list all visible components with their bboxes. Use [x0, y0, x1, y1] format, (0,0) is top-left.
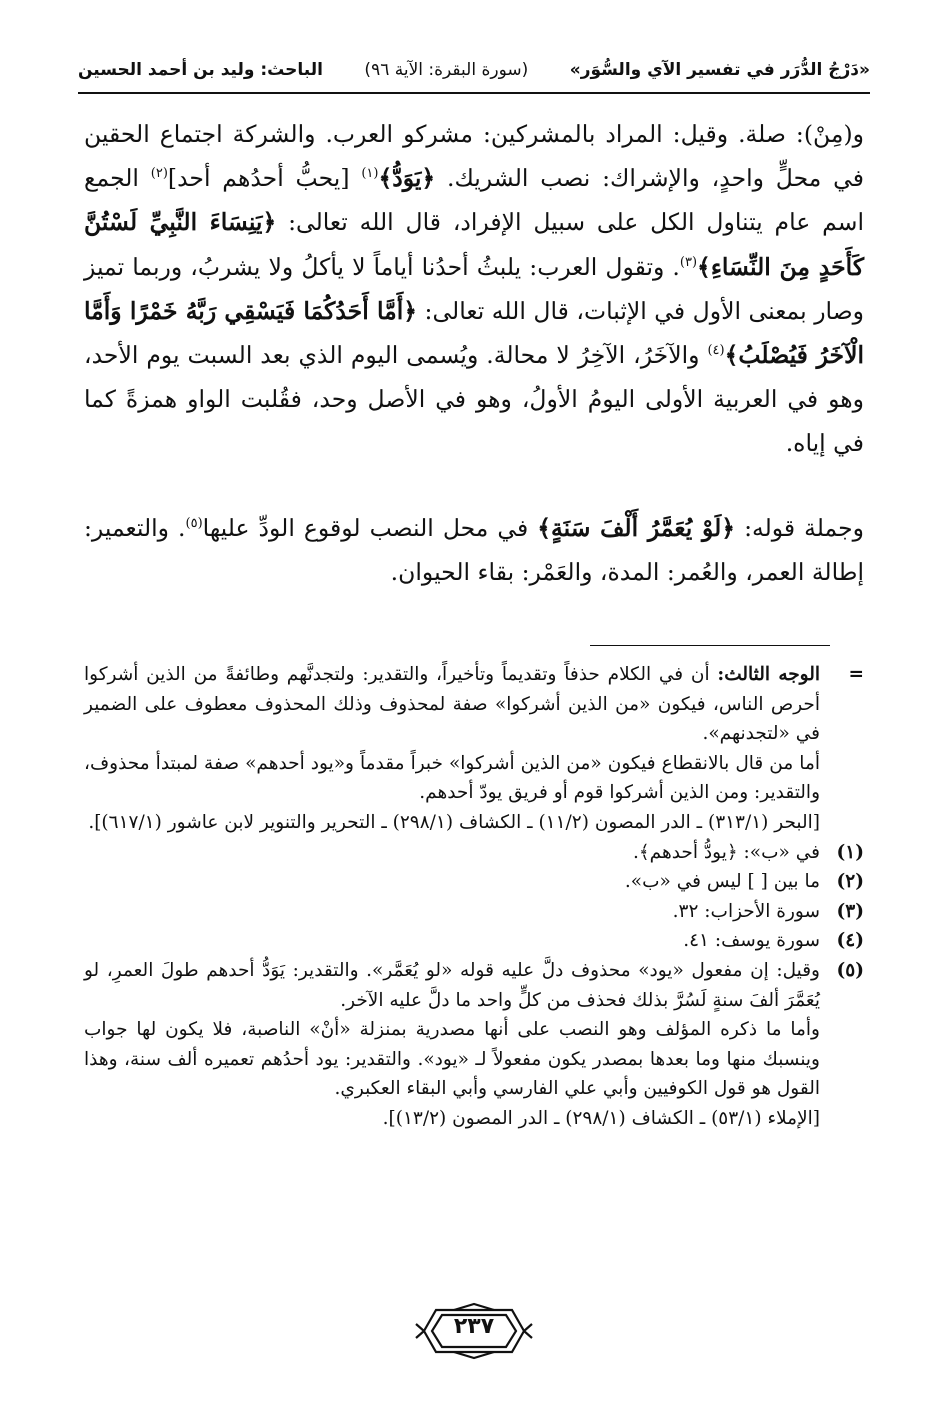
- footnote-label: الوجه الثالث:: [717, 664, 821, 685]
- footnote-citation: [البحر (٣١٣/١) ـ الدر المصون (١١/٢) ـ الكشاف (٢٩٨/١) ـ التحرير والتنوير لابن عاشور (٦١٧/١)].: [88, 811, 820, 833]
- footnote-text: وأما ما ذكره المؤلف وهو النصب على أنها مصدرية بمنزلة «أنْ» الناصبة، فلا يكون لها جواب وينسبك منها وما بعدها بمصدر يكون مفعولاً لـ «يود». والتقدير: يود أحدُهم تعميره ألف سنة، وهذا القول هو قول الكوفيين وأبي علي الفارسي وأبي البقاء العكبري.: [84, 1019, 820, 1100]
- footnote-number: (٤): [836, 930, 864, 952]
- paragraph-1: [84, 112, 864, 466]
- text-run: والآخَرُ، الآخِرُ لا محالة. ويُسمى اليوم الذي بعد السبت يوم الأحد، وهو في العربية الأولى اليومُ الأولُ، وهو في الأصل وحد، فقُلبت الواو همزةً كما في إياه.: [84, 341, 864, 458]
- researcher-name: الباحث: وليد بن أحمد الحسين: [78, 60, 323, 80]
- header-divider: [78, 92, 870, 94]
- footnote-text: سورة يوسف: ٤١.: [683, 930, 820, 952]
- main-text: [84, 112, 864, 594]
- footnote-text: في «ب»: ﴿يودُّ أحدهم﴾.: [632, 841, 820, 863]
- surah-reference: (سورة البقرة: الآية ٩٦): [364, 60, 529, 80]
- footnote-ref: (٤): [707, 343, 725, 359]
- text-run: الجمع اسم عام يتناول الكل على سبيل الإفراد، قال الله تعالى:: [84, 164, 864, 237]
- quran-quote: ﴿يَوَدُّ﴾: [378, 164, 436, 193]
- footnote-ref: (٢): [150, 166, 168, 182]
- book-title: «دَرْجُ الدُّرَر في تفسير الآي والسُّوَر»: [569, 60, 870, 80]
- footnote-5: [84, 956, 864, 1134]
- text-run: [يحبُّ أحدُهم أحد]: [167, 164, 362, 193]
- quran-quote: ﴿أَمَّا أَحَدُكُمَا فَيَسْقِي رَبَّهُ خَمْرًا وَأَمَّا الْآخَرُ فَيُصْلَبُ﴾: [84, 296, 865, 370]
- paragraph-2: [84, 506, 864, 594]
- text-run: في محل النصب لوقوع الودِّ عليها: [202, 513, 538, 542]
- footnote-citation: [الإملاء (٥٣/١) ـ الكشاف (٢٩٨/١) ـ الدر المصون (١٣/٢)].: [382, 1107, 820, 1129]
- footnote-3: [84, 897, 864, 927]
- footnote-number: (٥): [836, 959, 864, 981]
- running-header: [78, 52, 870, 88]
- footnote-2: [84, 867, 864, 897]
- footnote-ref: (٥): [185, 515, 203, 531]
- footnote-text: أما من قال بالانقطاع فيكون «من الذين أشركوا» خبراً مقدماً و«يود أحدهم» صفة لمبتدأ محذوف، والتقدير: ومن الذين أشركوا قوم أو فريق يودّ أحدهم.: [84, 752, 820, 804]
- footnote-continuation: [84, 660, 864, 838]
- footnote-divider: [590, 645, 830, 646]
- footnote-text: سورة الأحزاب: ٣٢.: [672, 900, 820, 922]
- footnote-text: ما بين [ ] ليس في «ب».: [624, 871, 820, 893]
- footnote-ref: (٣): [679, 254, 698, 270]
- text-run: و(مِنْ): صلة. وقيل: المراد بالمشركين: مشركو العرب. والشركة اجتماع الحقين في محلٍّ واحدٍ، والإشراك: نصب الشريك.: [84, 120, 865, 193]
- footnote-4: [84, 926, 864, 956]
- text-run: . وتقول العرب: يلبثُ أحدُنا أياماً لا يأكلُ ولا يشربُ، وربما تميز وصار بمعنى الأول في الإثبات، قال الله تعالى:: [84, 252, 865, 325]
- footnote-text: أن في الكلام حذفاً وتقديماً وتأخيراً، والتقدير: ولتجدنَّهم وطائفةً من الذين أشركوا أحرص الناس، فيكون «من الذين أشركوا» صفة لمحذوف وذلك المحذوف معطوف على الضمير في «لتجدنهم».: [84, 664, 820, 745]
- quran-quote: ﴿لَوْ يُعَمَّرُ أَلْفَ سَنَةٍ﴾: [537, 513, 736, 542]
- footnote-1: [84, 838, 864, 868]
- footnote-text: وقيل: إن مفعول «يود» محذوف دلَّ عليه قوله «لو يُعَمَّر». والتقدير: يَوَدُّ أحدهم طولَ العمرِ، لو يُعَمَّرَ ألفَ سنةٍ لَسُرَّ بذلك فحذف من كلٍّ واحد ما دلَّ عليه الآخر.: [84, 959, 820, 1011]
- footnote-number: (٣): [836, 900, 864, 922]
- text-run: . والتعمير: إطالة العمر، والعُمر: المدة، والعَمْر: بقاء الحيوان.: [84, 513, 864, 586]
- text-run: وجملة قوله:: [735, 513, 864, 542]
- footnotes: [84, 660, 864, 1134]
- page-number-ornament: [414, 1302, 534, 1360]
- quran-quote: ﴿يَنِسَاءَ النَّبِيِّ لَسْتُنَّ كَأَحَدٍ مِنَ النِّسَاءِ﴾: [84, 208, 865, 281]
- continuation-mark: =: [848, 664, 864, 685]
- footnote-number: (٢): [836, 871, 864, 893]
- footnote-number: (١): [836, 841, 864, 863]
- footnote-ref: (١): [361, 166, 379, 182]
- page-number: ٢٣٧: [453, 1314, 495, 1339]
